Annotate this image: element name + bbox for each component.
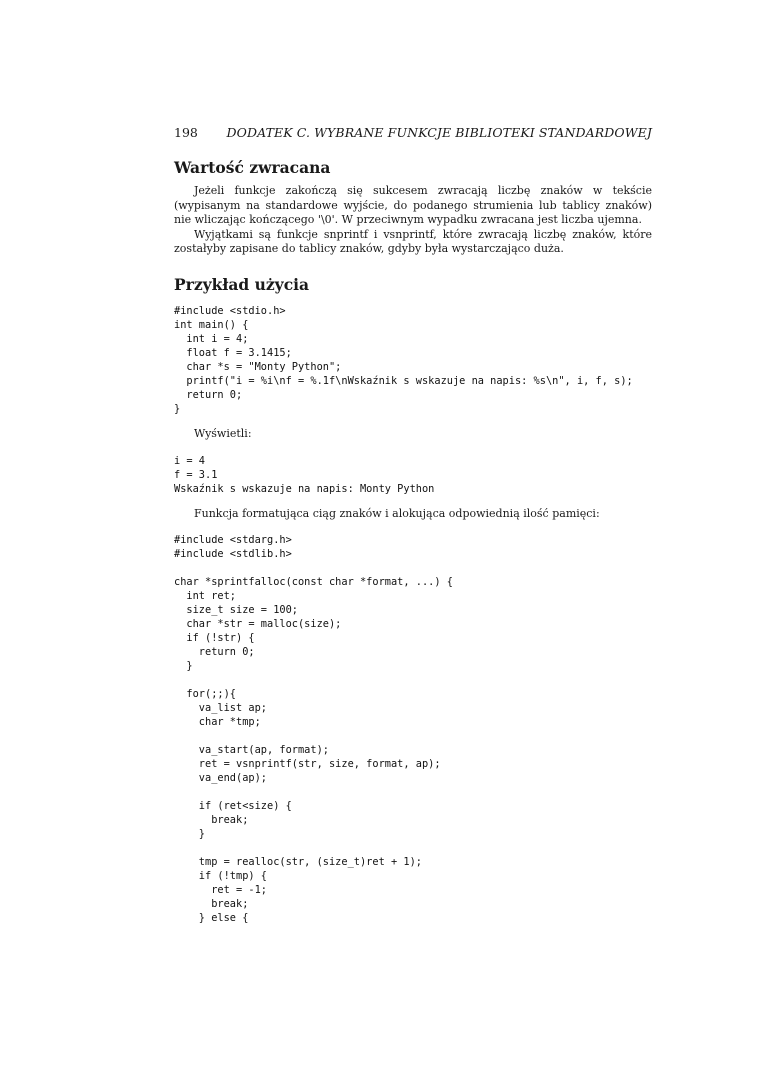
paragraph-return-value: Jeżeli funkcje zakończą się sukcesem zwracają liczbę znaków w tekście (wypisanym na standardowe wyjście, do podanego strumienia lub tablicy znaków) nie wliczając kończącego '\0'. W przeciwnym wypadku zwracana jest liczba ujemna. (174, 184, 652, 227)
program-output: i = 4 f = 3.1 Wskaźnik s wskazuje na napis: Monty Python (174, 454, 435, 495)
code-listing-sprintfalloc: #include <stdarg.h> #include <stdlib.h> char *sprintfalloc(const char *format, ...) { int ret; size_t size = 100; char *str = malloc(size); if (!str) { return 0; } for(;;){ va_list ap; char *tmp; va_start(ap, format); ret = vsnprintf(str, size, format, ap); va_end(ap); if (ret<size) { break; } tmp = realloc(str, (size_t)ret + 1); if (!tmp) { ret = -1; break; } else { (174, 534, 453, 925)
paragraph-exceptions: Wyjątkami są funkcje snprintf i vsnprintf, które zwracają liczbę znaków, które zostałyby zapisane do tablicy znaków, gdyby była wystarczająco duża. (174, 227, 652, 256)
running-header (174, 124, 652, 142)
paragraph-function-intro: Funkcja formatująca ciąg znaków i alokująca odpowiednią ilość pamięci: (194, 506, 600, 520)
chapter-title: DODATEK C. WYBRANE FUNKCJE BIBLIOTEKI STANDARDOWEJ (226, 125, 652, 140)
code-listing-printf-example: #include <stdio.h> int main() { int i = 4; float f = 3.1415; char *s = "Monty Python"; printf("i = %i\nf = %.1f\nWskaźnik s wskazuje na napis: %s\n", i, f, s); return 0; } (174, 304, 633, 415)
section-heading-usage-example: Przykład użycia (174, 274, 310, 294)
page-number: 198 (174, 125, 198, 140)
paragraph-displays-label: Wyświetli: (194, 426, 252, 440)
document-page (174, 124, 652, 925)
section-heading-return-value: Wartość zwracana (174, 158, 331, 177)
